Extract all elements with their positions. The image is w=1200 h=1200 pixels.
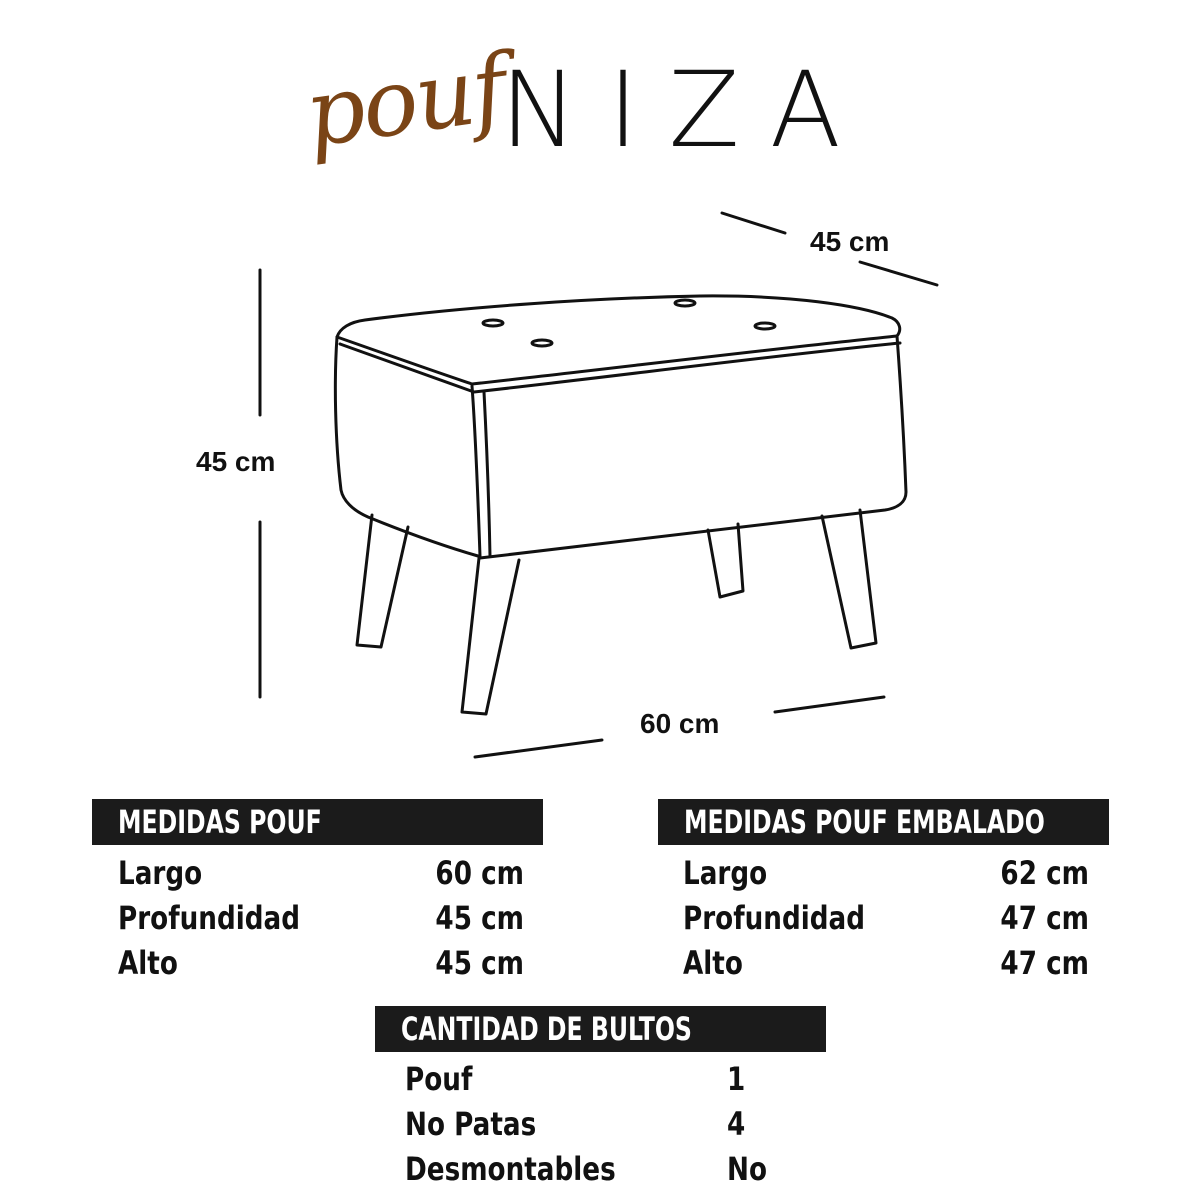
pouf-front-seam-inner	[484, 392, 490, 556]
row-value: 47 cm	[1000, 899, 1089, 937]
row-label: No Patas	[405, 1105, 537, 1143]
pouf-measures-header	[92, 799, 543, 845]
width-dimension-label: 60 cm	[640, 708, 720, 739]
row-value: 45 cm	[435, 944, 524, 982]
packages-title: CANTIDAD DE BULTOS	[401, 1010, 692, 1048]
packages-header	[375, 1006, 826, 1052]
table-row	[683, 941, 1089, 986]
tuft-button	[532, 340, 552, 346]
row-label: Largo	[118, 854, 203, 892]
row-value: 4	[727, 1105, 746, 1143]
pouf-left-side	[335, 337, 478, 556]
row-value: 1	[727, 1060, 746, 1098]
table-row	[405, 1057, 805, 1102]
leg-back-left	[708, 524, 743, 597]
table-row	[405, 1147, 805, 1192]
table-row	[683, 851, 1089, 896]
row-value: No	[727, 1150, 767, 1188]
row-label: Alto	[683, 944, 743, 982]
pouf-top-outline	[337, 296, 900, 337]
row-label: Profundidad	[683, 899, 866, 937]
packages-table	[405, 1057, 805, 1192]
row-label: Largo	[683, 854, 768, 892]
row-value: 62 cm	[1000, 854, 1089, 892]
pouf-front-seam	[472, 386, 480, 556]
brand-script-word: pouf	[298, 34, 512, 169]
pouf-measures-title: MEDIDAS POUF	[118, 803, 322, 841]
depth-dimension-line-right	[860, 262, 937, 285]
table-row	[405, 1102, 805, 1147]
table-row	[118, 851, 524, 896]
packed-measures-title: MEDIDAS POUF EMBALADO	[684, 803, 1045, 841]
depth-dimension-label: 45 cm	[810, 226, 890, 257]
leg-front-left	[357, 515, 408, 647]
brand-name: NIZA	[500, 49, 871, 171]
row-label: Profundidad	[118, 899, 301, 937]
row-value: 60 cm	[435, 854, 524, 892]
leg-front-right	[462, 558, 519, 714]
row-label: Desmontables	[405, 1150, 616, 1188]
row-value: 47 cm	[1000, 944, 1089, 982]
table-row	[118, 941, 524, 986]
tuft-button	[675, 300, 695, 306]
tuft-button	[483, 320, 503, 326]
width-dimension-line-left	[475, 740, 602, 757]
leg-back-right	[822, 510, 876, 648]
table-row	[683, 896, 1089, 941]
width-dimension-line-right	[775, 697, 884, 712]
row-label: Alto	[118, 944, 178, 982]
table-row	[118, 896, 524, 941]
packed-measures-header	[658, 799, 1109, 845]
tuft-button	[755, 323, 775, 329]
pouf-right-side	[480, 336, 906, 558]
row-label: Pouf	[405, 1060, 473, 1098]
pouf-measures-table	[118, 851, 524, 986]
height-dimension-label: 45 cm	[196, 446, 276, 477]
depth-dimension-line-left	[722, 213, 785, 233]
row-value: 45 cm	[435, 899, 524, 937]
packed-measures-table	[683, 851, 1089, 986]
